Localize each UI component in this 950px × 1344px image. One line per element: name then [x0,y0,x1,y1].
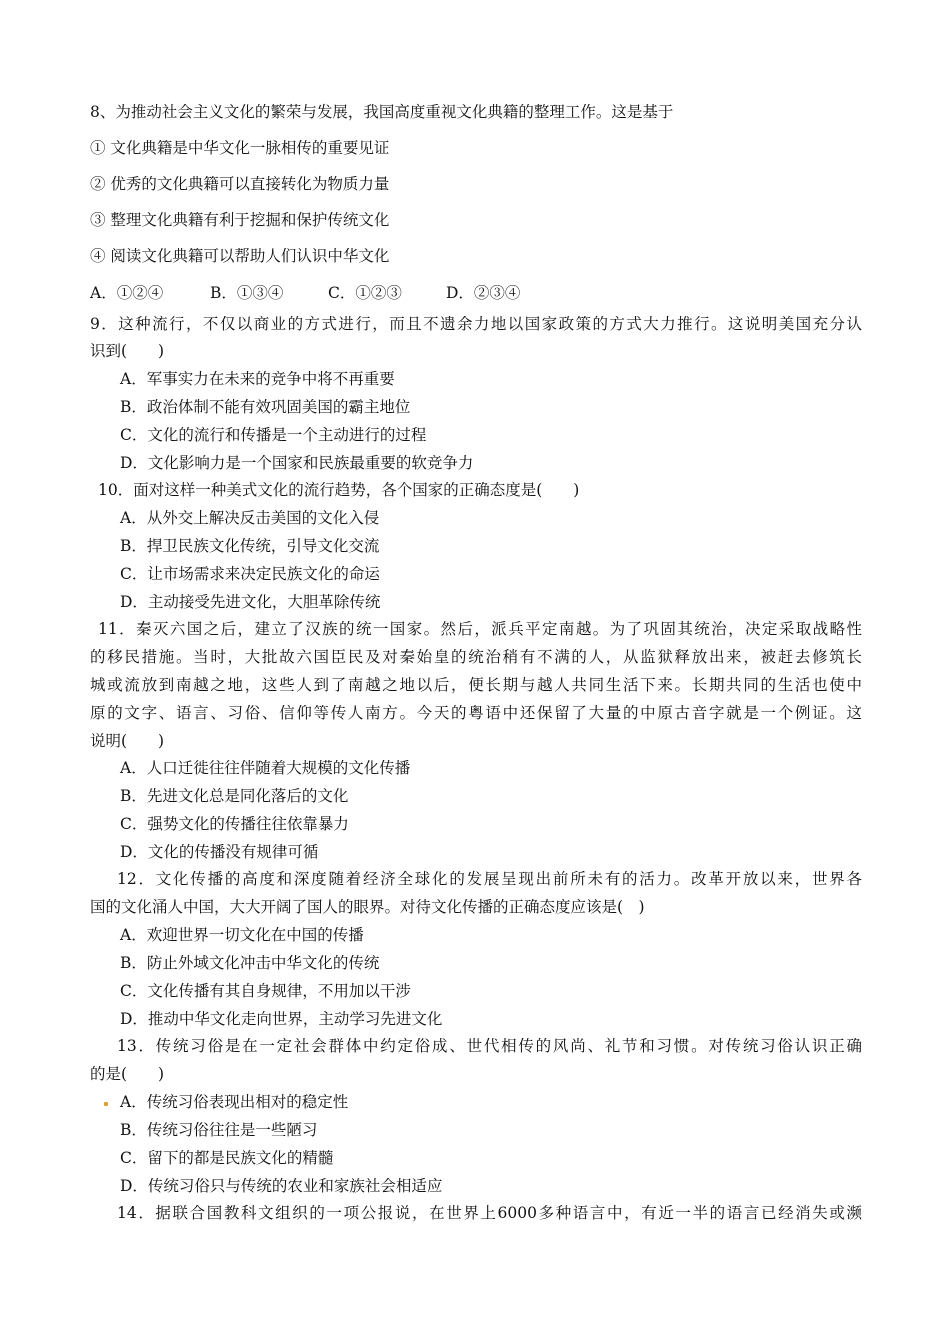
q9-option-d: D．文化影响力是一个国家和民族最重要的软竞争力 [120,454,474,472]
q12-option-c: C．文化传播有其自身规律，不用加以干涉 [120,982,411,1000]
q12-option-a: A．欢迎世界一切文化在中国的传播 [120,926,364,944]
q11-stem-line-2: 的移民措施。当时，大批故六国臣民及对秦始皇的统治稍有不满的人，从监狱释放出来，被赶去修筑长 [90,648,862,666]
q8-stem: 8、为推动社会主义文化的繁荣与发展，我国高度重视文化典籍的整理工作。这是基于 [90,103,674,121]
q11-option-c: C．强势文化的传播往往依靠暴力 [120,815,349,833]
q9-option-c: C．文化的流行和传播是一个主动进行的过程 [120,426,427,444]
q11-option-d: D．文化的传播没有规律可循 [120,843,319,861]
q10-option-a: A．从外交上解决反击美国的文化入侵 [120,509,380,527]
q9-stem-line-1: 9．这种流行，不仅以商业的方式进行，而且不遗余力地以国家政策的方式大力推行。这说明美国充分认 [90,315,862,333]
q8-choice-c: C．①②③ [328,284,402,302]
q9-option-b: B．政治体制不能有效巩固美国的霸主地位 [120,398,411,416]
q8-choice-a: A．①②④ [90,284,164,302]
q11-stem-line-1: 11．秦灭六国之后，建立了汉族的统一国家。然后，派兵平定南越。为了巩固其统治，决定采取战略性 [98,620,862,638]
q8-item-1: ① 文化典籍是中华文化一脉相传的重要见证 [90,139,390,157]
q11-stem-line-5: 说明( ) [90,732,165,750]
q10-option-d: D．主动接受先进文化，大胆革除传统 [120,593,381,611]
q13-option-b: B．传统习俗往往是一些陋习 [120,1121,318,1139]
q11-option-b: B．先进文化总是同化落后的文化 [120,787,349,805]
q10-stem: 10．面对这样一种美式文化的流行趋势，各个国家的正确态度是( ) [98,481,580,499]
q13-option-a: A．传统习俗表现出相对的稳定性 [120,1093,349,1111]
q8-choices [90,283,520,303]
q11-stem-line-4: 原的文字、语言、习俗、信仰等传人南方。今天的粤语中还保留了大量的中原古音字就是一个例证。这 [90,704,862,722]
q10-option-b: B．捍卫民族文化传统，引导文化交流 [120,537,380,555]
q8-choice-b: B．①③④ [210,284,284,302]
q8-choice-d: D．②③④ [446,284,521,302]
q12-stem-line-1: 12．文化传播的高度和深度随着经济全球化的发展呈现出前所未有的活力。改革开放以来，世界各 [117,870,862,888]
q13-option-c: C．留下的都是民族文化的精髓 [120,1149,334,1167]
scan-speck [104,1102,108,1106]
q13-stem-line-2: 的是( ) [90,1065,165,1083]
q9-option-a: A．军事实力在未来的竞争中将不再重要 [120,370,395,388]
q12-stem-line-2: 国的文化涌人中国，大大开阔了国人的眼界。对待文化传播的正确态度应该是( ) [90,898,645,916]
q12-option-d: D．推动中华文化走向世界，主动学习先进文化 [120,1010,443,1028]
q13-option-d: D．传统习俗只与传统的农业和家族社会相适应 [120,1177,443,1195]
q8-item-2: ② 优秀的文化典籍可以直接转化为物质力量 [90,175,390,193]
q8-item-3: ③ 整理文化典籍有利于挖掘和保护传统文化 [90,211,390,229]
q8-item-4: ④ 阅读文化典籍可以帮助人们认识中华文化 [90,247,390,265]
q11-option-a: A．人口迁徙往往伴随着大规模的文化传播 [120,759,411,777]
q9-stem-line-2: 识到( ) [90,342,165,360]
q14-stem-line-1: 14．据联合国教科文组织的一项公报说，在世界上6000多种语言中，有近一半的语言已经消失或濒 [117,1204,862,1222]
q12-option-b: B．防止外域文化冲击中华文化的传统 [120,954,380,972]
q10-option-c: C．让市场需求来决定民族文化的命运 [120,565,380,583]
q11-stem-line-3: 城或流放到南越之地，这些人到了南越之地以后，便长期与越人共同生活下来。长期共同的生活也使中 [90,676,862,694]
q13-stem-line-1: 13．传统习俗是在一定社会群体中约定俗成、世代相传的风尚、礼节和习惯。对传统习俗认识正确 [117,1037,862,1055]
